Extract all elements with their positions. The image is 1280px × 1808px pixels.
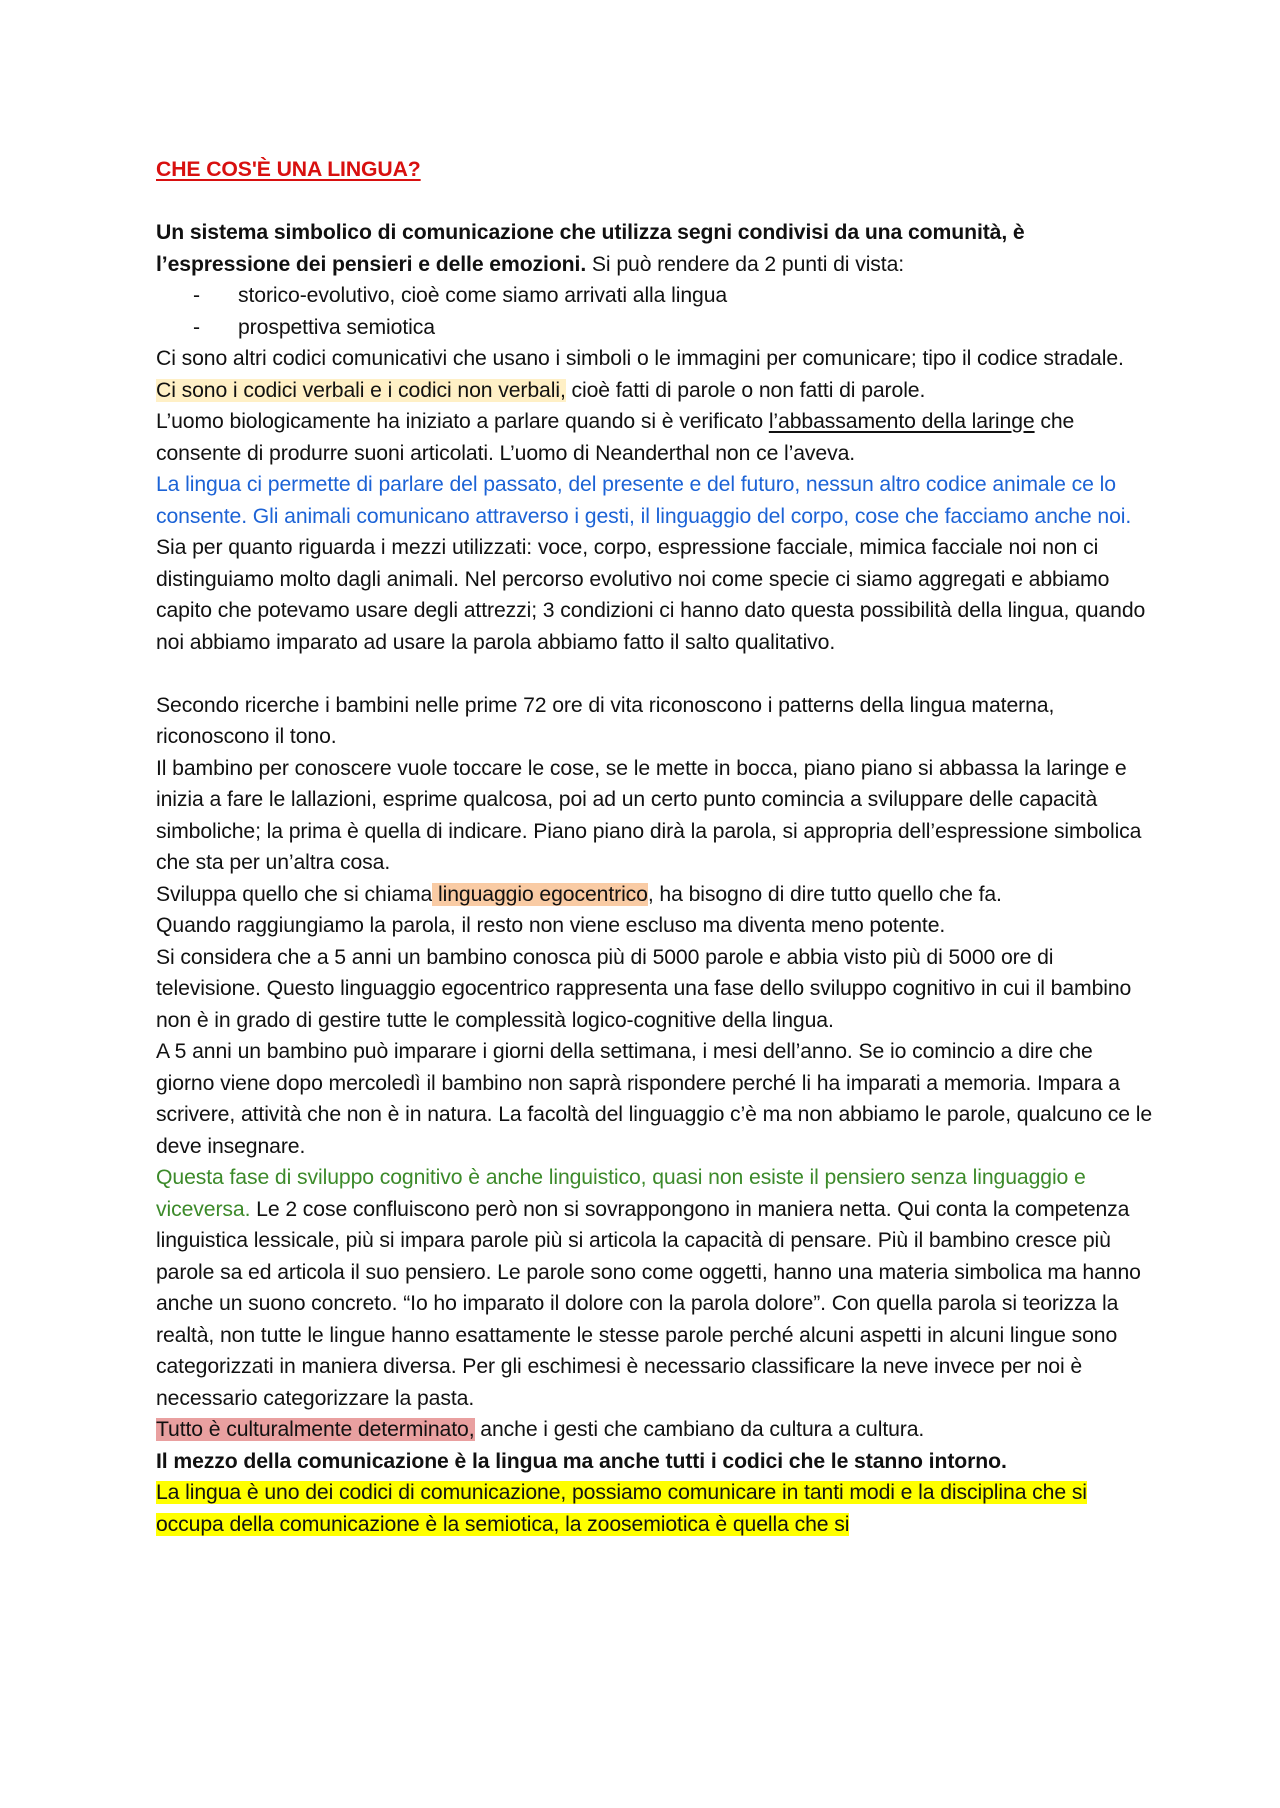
paragraph-egocentrico	[156, 879, 1156, 911]
paragraph-text: L’uomo biologicamente ha iniziato a parlare quando si è verificato	[156, 410, 769, 433]
paragraph-lingua-tempo	[156, 469, 1156, 658]
paragraph-text: che consente di produrre suoni articolati. L’uomo di Neanderthal non ce l’aveva.	[156, 410, 1075, 465]
paragraph-text: Sviluppa quello che si chiama	[156, 882, 433, 906]
paragraph-codici-verbali	[156, 375, 1156, 407]
paragraph-5000-parole: Si considera che a 5 anni un bambino conosca più di 5000 parole e abbia visto più di 5000 ore di televisione. Questo linguaggio egocentrico rappresenta una fase dello sviluppo cognitivo in cui il bambino non è in grado di gestire tutte le complessità logico-cognitive della lingua.	[156, 945, 1132, 1032]
paragraph-text: anche i gesti che cambiano da cultura a cultura.	[474, 1418, 925, 1441]
dash-bullet: -	[193, 284, 200, 307]
paragraph-text: Le 2 cose confluiscono però non si sovrappongono in maniera netta. Qui conta la competenza linguistica lessicale, più si impara parole più si articola la capacità di pensare. Più il bambino cresce più parole sa ed articola il suo pensiero. Le parole sono come oggetti, hanno una materia simbolica ma hanno anche un suono concreto. “Io ho imparato il dolore con la parola dolore”. Con quella parola si teorizza la realtà, non tutte le lingue hanno esattamente le stesse parole perché alcuni aspetti in alcuni lingue sono categorizzati in maniera diversa. Per gli eschimesi è necessario classificare la neve invece per noi è necessario categorizzare la pasta.	[156, 1197, 1141, 1410]
intro-paragraph	[156, 217, 1156, 280]
paragraph-codici-comunicativi: Ci sono altri codici comunicativi che usano i simboli o le immagini per comunicare; tipo il codice stradale.	[156, 347, 1124, 370]
blank-line	[156, 658, 1156, 690]
paragraph-giorni-settimana: A 5 anni un bambino può imparare i giorni della settimana, i mesi dell’anno. Se io comincio a dire che giorno viene dopo mercoledì il bambino non saprà rispondere perché li ha imparati a memoria. Impara a scrivere, attività che non è in natura. La facoltà del linguaggio c’è ma non abbiamo le parole, qualcuno ce le deve insegnare.	[156, 1040, 1153, 1158]
viewpoints-list	[156, 280, 1156, 343]
highlighted-text: Ci sono i codici verbali e i codici non verbali,	[156, 378, 566, 402]
blank-line	[156, 186, 1156, 218]
paragraph-sviluppo-cognitivo	[156, 1162, 1156, 1414]
list-item-text: prospettiva semiotica	[238, 315, 435, 339]
paragraph-mezzo-comunicazione: Il mezzo della comunicazione è la lingua ma anche tutti i codici che le stanno intorno.	[156, 1449, 1007, 1473]
document-title: CHE COS'È UNA LINGUA?	[156, 158, 421, 181]
list-item	[193, 312, 1156, 344]
document-page	[156, 154, 1156, 1540]
green-text: Questa fase di sviluppo cognitivo è anche linguistico, quasi non esiste il pensiero senza linguaggio e viceversa.	[156, 1166, 1086, 1221]
list-item	[193, 280, 1156, 312]
highlighted-text: La lingua è uno dei codici di comunicazione, possiamo comunicare in tanti modi e la disciplina che si occupa della comunicazione è la semiotica, la zoosemiotica è quella che si	[156, 1481, 1087, 1536]
paragraph-semiotica	[156, 1477, 1156, 1540]
paragraph-text: , ha bisogno di dire tutto quello che fa.	[647, 882, 1002, 906]
paragraph-ricerche: Secondo ricerche i bambini nelle prime 72 ore di vita riconoscono i patterns della lingua materna, riconoscono il tono.	[156, 693, 1055, 748]
paragraph-culturalmente	[156, 1414, 1156, 1446]
paragraph-parola: Quando raggiungiamo la parola, il resto non viene escluso ma diventa meno potente.	[156, 914, 946, 937]
blue-text: La lingua ci permette di parlare del passato, del presente e del futuro, nessun altro codice animale ce lo consente. Gli animali comunicano attraverso i gesti, il linguaggio del corpo, cose che facciamo anche noi.	[156, 473, 1132, 528]
paragraph-text: Sia per quanto riguarda i mezzi utilizzati: voce, corpo, espressione facciale, mimica facciale noi non ci distinguiamo molto dagli animali. Nel percorso evolutivo noi come specie ci siamo aggregati e abbiamo capito che potevamo usare degli attrezzi; 3 condizioni ci hanno dato questa possibilità della lingua, quando noi abbiamo imparato ad usare la parola abbiamo fatto il salto qualitativo.	[156, 536, 1146, 654]
intro-rest-text: Si può rendere da 2 punti di vista:	[586, 252, 905, 276]
highlighted-text: linguaggio egocentrico	[432, 882, 648, 906]
paragraph-laringe	[156, 406, 1156, 469]
paragraph-text: cioè fatti di parole o non fatti di parole.	[565, 378, 926, 402]
dash-bullet: -	[193, 315, 200, 339]
highlighted-text: Tutto è culturalmente determinato,	[156, 1418, 475, 1441]
underlined-text: l’abbassamento della laringe	[768, 410, 1035, 433]
list-item-text: storico-evolutivo, cioè come siamo arrivati alla lingua	[238, 284, 728, 307]
paragraph-bambino-conoscere: Il bambino per conoscere vuole toccare le cose, se le mette in bocca, piano piano si abbassa la laringe e inizia a fare le lallazioni, esprime qualcosa, poi ad un certo punto comincia a sviluppare delle capacità simboliche; la prima è quella di indicare. Piano piano dirà la parola, si appropria dell’espressione simbolica che sta per un’altra cosa.	[156, 756, 1142, 874]
intro-bold-text: Un sistema simbolico di comunicazione che utilizza segni condivisi da una comunità, è l’espressione dei pensieri e delle emozioni.	[156, 221, 1025, 276]
